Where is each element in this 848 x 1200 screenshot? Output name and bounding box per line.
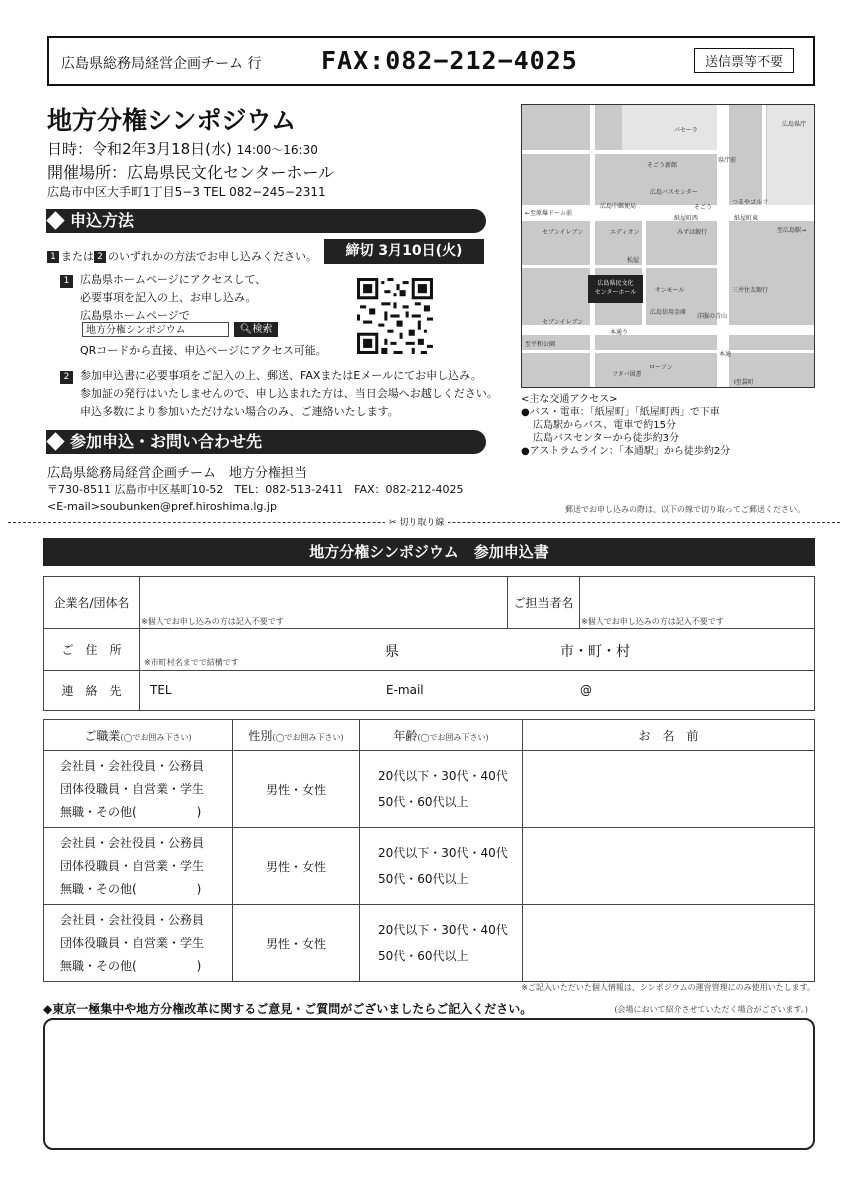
cut-label-text: 切り取り線 bbox=[399, 518, 445, 528]
method1-line: 広島県ホームページにアクセスして、 bbox=[80, 273, 267, 286]
fax-number: FAX:082−212−4025 bbox=[321, 46, 578, 75]
venue-address: 広島市中区大手町1丁目5−3 TEL 082−245−2311 bbox=[47, 185, 326, 199]
job-line: 会社員・会社役員・公務員 bbox=[60, 835, 205, 850]
method1-line: 広島県ホームページで bbox=[80, 309, 190, 322]
address-label-cell bbox=[44, 629, 140, 671]
job-options[interactable] bbox=[44, 905, 233, 982]
map-label: 県庁前 bbox=[718, 157, 737, 164]
comments-note: (会場において紹介させていただく場合がございます。) bbox=[614, 1005, 808, 1014]
access-bus-detail: 広島駅からバス、電車で約15分 bbox=[533, 420, 677, 431]
gender-options[interactable] bbox=[233, 751, 360, 828]
age-line: 20代以下・30代・40代 bbox=[378, 923, 508, 937]
method1-number: 1 bbox=[60, 275, 73, 288]
event-title: 地方分権シンポジウム bbox=[47, 106, 297, 135]
map-label: 広島中郵便局 bbox=[600, 203, 637, 210]
access-heading: <主な交通アクセス> bbox=[521, 394, 618, 405]
person-note: ※個人でお申し込みの方は記入不要です bbox=[581, 617, 724, 626]
map-label: 紙屋町西 bbox=[674, 215, 699, 222]
job-header-text: ご職業 bbox=[84, 728, 121, 743]
cut-label bbox=[385, 515, 448, 528]
fax-header bbox=[47, 36, 815, 86]
address-input[interactable] bbox=[140, 629, 815, 671]
company-label-cell bbox=[44, 577, 140, 629]
search-button[interactable] bbox=[234, 322, 278, 337]
job-line: 無職・その他( ) bbox=[60, 804, 202, 819]
contact-org: 広島県総務局経営企画チーム 地方分権担当 bbox=[47, 466, 308, 481]
gender-header-note: (◯でお囲み下さい) bbox=[272, 732, 344, 742]
applicant-form bbox=[43, 576, 815, 711]
age-line: 50代・60代以上 bbox=[378, 795, 469, 809]
gender-options[interactable] bbox=[233, 905, 360, 982]
map-label: 本通り bbox=[610, 329, 629, 336]
job-line: 団体役職員・自営業・学生 bbox=[60, 858, 205, 873]
name-input[interactable] bbox=[523, 905, 815, 982]
gender-text: 男性・女性 bbox=[265, 859, 326, 874]
map-label: セブンイレブン bbox=[542, 319, 584, 326]
email-label: E-mail bbox=[386, 683, 424, 697]
num1-icon: 1 bbox=[47, 251, 59, 263]
gender-header-text: 性別 bbox=[248, 728, 273, 743]
map-venue-marker: 広島県民文化 センターホール bbox=[588, 275, 643, 303]
deadline-badge: 締切 3月10日(火) bbox=[324, 239, 484, 264]
event-date bbox=[47, 138, 318, 159]
date-label: 日時：令和2年3月18日(水) bbox=[47, 140, 232, 158]
age-header-text: 年齢 bbox=[393, 728, 418, 743]
map-label: ←至原爆ドーム前 bbox=[525, 210, 573, 217]
age-line: 20代以下・30代・40代 bbox=[378, 769, 508, 783]
address-note: ※市町村名までで結構です bbox=[144, 658, 239, 667]
map-label: 広島県庁 bbox=[782, 121, 807, 128]
method1-qr-text: QRコードから直接、申込ページにアクセス可能。 bbox=[80, 344, 327, 357]
access-info bbox=[521, 393, 730, 458]
contact-email[interactable]: <E-mail>soubunken@pref.hiroshima.lg.jp bbox=[47, 500, 277, 513]
age-options[interactable] bbox=[360, 828, 523, 905]
method2-line: 参加申込書に必要事項をご記入の上、郵送、FAXまたはEメールにてお申し込み。 bbox=[80, 369, 482, 382]
comments-textarea[interactable] bbox=[43, 1018, 815, 1150]
method2-line: 参加証の発行はいたしませんので、申し込まれた方は、当日会場へお越しください。 bbox=[80, 387, 498, 400]
method1-text bbox=[80, 271, 266, 325]
map-label: そごう新館 bbox=[647, 162, 678, 169]
map-label: 紙屋町東 bbox=[734, 215, 759, 222]
person-label-cell bbox=[508, 577, 580, 629]
job-options[interactable] bbox=[44, 751, 233, 828]
gender-options[interactable] bbox=[233, 828, 360, 905]
tel-label: TEL bbox=[150, 683, 172, 697]
map-label: セブンイレブン bbox=[542, 229, 584, 236]
map-label: 洋服の青山 bbox=[697, 313, 728, 320]
search-value: 地方分権シンポジウム bbox=[86, 325, 186, 336]
company-input[interactable] bbox=[140, 577, 508, 629]
method2-text bbox=[80, 367, 498, 421]
map-label: エディオン bbox=[610, 229, 640, 236]
age-header-note: (◯でお囲み下さい) bbox=[417, 732, 489, 742]
mail-note: 郵送でお申し込みの際は、以下の線で切り取ってご郵送ください。 bbox=[565, 505, 805, 514]
qr-code[interactable] bbox=[357, 278, 433, 354]
job-line: 団体役職員・自営業・学生 bbox=[60, 935, 205, 950]
contact-label-cell bbox=[44, 671, 140, 711]
company-note: ※個人でお申し込みの方は記入不要です bbox=[141, 617, 284, 626]
num2-icon: 2 bbox=[94, 251, 106, 263]
age-header bbox=[360, 720, 523, 751]
gender-text: 男性・女性 bbox=[265, 782, 326, 797]
age-line: 50代・60代以上 bbox=[378, 872, 469, 886]
participant-row bbox=[44, 751, 815, 828]
apply-intro bbox=[47, 248, 317, 264]
intro-prefix: または bbox=[61, 250, 94, 263]
recipient: 広島県総務局経営企画チーム 行 bbox=[61, 56, 262, 72]
map-label: 広島バスセンター bbox=[650, 189, 698, 196]
map-label: フタバ図書 bbox=[612, 371, 642, 378]
job-line: 無職・その他( ) bbox=[60, 881, 202, 896]
method1-line: 必要事項を記入の上、お申し込み。 bbox=[80, 291, 257, 304]
map-label: つるやゴルフ bbox=[732, 199, 769, 206]
map-label: Ⅰ至袋町 bbox=[734, 379, 754, 386]
job-header bbox=[44, 720, 233, 751]
apply-section-title: 申込方法 bbox=[70, 211, 135, 230]
job-line: 団体役職員・自営業・学生 bbox=[60, 781, 205, 796]
at-label: @ bbox=[580, 683, 592, 697]
name-input[interactable] bbox=[523, 828, 815, 905]
venue-map bbox=[521, 104, 815, 388]
contact-section-bar bbox=[46, 430, 486, 454]
company-label: 企業名/団体名 bbox=[53, 596, 130, 610]
map-label: 本通 bbox=[719, 351, 732, 358]
contact-input[interactable] bbox=[140, 671, 815, 711]
name-input[interactable] bbox=[523, 751, 815, 828]
contact-address: 〒730-8511 広島市中区基町10-52 TEL：082-513-2411 FAX：082-212-4025 bbox=[47, 483, 464, 496]
name-header bbox=[523, 720, 815, 751]
event-time: 14:00〜16:30 bbox=[236, 143, 318, 157]
city-label: 市・町・村 bbox=[560, 644, 630, 660]
map-label: 三井住友銀行 bbox=[732, 287, 769, 294]
map-label: パセーラ bbox=[674, 127, 698, 134]
age-options[interactable] bbox=[360, 751, 523, 828]
access-bus: ●バス・電車：「紙屋町」「紙屋町西」で下車 bbox=[521, 407, 720, 418]
map-label: サンモール bbox=[655, 287, 685, 294]
comments-prompt: ◆東京一極集中や地方分権改革に関するご意見・ご質問がございましたらご記入ください。 bbox=[43, 1002, 533, 1016]
gender-header bbox=[233, 720, 360, 751]
participants-table bbox=[43, 719, 815, 982]
participant-row bbox=[44, 905, 815, 982]
search-box[interactable] bbox=[82, 322, 229, 337]
method2-number: 2 bbox=[60, 371, 73, 384]
map-label: ローソン bbox=[649, 364, 673, 371]
address-label: ご 住 所 bbox=[61, 643, 122, 657]
age-options[interactable] bbox=[360, 905, 523, 982]
pref-label: 県 bbox=[385, 644, 399, 660]
job-line: 無職・その他( ) bbox=[60, 958, 202, 973]
method2-line: 申込多数により参加いただけない場合のみ、ご連絡いたします。 bbox=[80, 405, 399, 418]
map-label: 至平和公園 bbox=[525, 341, 556, 348]
person-label: ご担当者名 bbox=[513, 596, 574, 610]
map-label: 松屋 bbox=[627, 257, 640, 264]
privacy-note: ※ご記入いただいた個人情報は、シンポジウムの運営管理にのみ使用いたします。 bbox=[521, 983, 815, 992]
job-line: 会社員・会社役員・公務員 bbox=[60, 758, 205, 773]
access-astram: ●アストラムライン：「本通駅」から徒歩約2分 bbox=[521, 446, 731, 457]
job-line: 会社員・会社役員・公務員 bbox=[60, 912, 205, 927]
age-line: 50代・60代以上 bbox=[378, 949, 469, 963]
intro-suffix: のいずれかの方法でお申し込みください。 bbox=[108, 250, 317, 263]
map-label: 至広島駅→ bbox=[777, 227, 807, 234]
search-icon: 🔍︎ bbox=[239, 324, 253, 335]
participant-row bbox=[44, 828, 815, 905]
search-button-label: 検索 bbox=[252, 324, 273, 335]
apply-section-bar bbox=[46, 209, 486, 233]
scissors-icon: ✂ bbox=[389, 518, 397, 528]
person-input[interactable] bbox=[580, 577, 815, 629]
contact-label: 連 絡 先 bbox=[61, 684, 122, 698]
event-venue: 開催場所：広島県民文化センターホール bbox=[47, 163, 335, 182]
map-label: 広島信用金庫 bbox=[650, 309, 687, 316]
job-options[interactable] bbox=[44, 828, 233, 905]
map-label: そごう bbox=[694, 204, 713, 211]
job-header-note: (◯でお囲み下さい) bbox=[120, 732, 192, 742]
no-cover-badge: 送信票等不要 bbox=[694, 48, 794, 73]
form-title: 地方分権シンポジウム 参加申込書 bbox=[43, 538, 815, 566]
gender-text: 男性・女性 bbox=[265, 936, 326, 951]
map-label: みずほ銀行 bbox=[677, 229, 708, 236]
name-header-text: お 名 前 bbox=[638, 728, 699, 743]
access-bus-detail: 広島バスセンターから徒歩約3分 bbox=[533, 433, 679, 444]
age-line: 20代以下・30代・40代 bbox=[378, 846, 508, 860]
contact-section-title: 参加申込・お問い合わせ先 bbox=[70, 432, 263, 451]
